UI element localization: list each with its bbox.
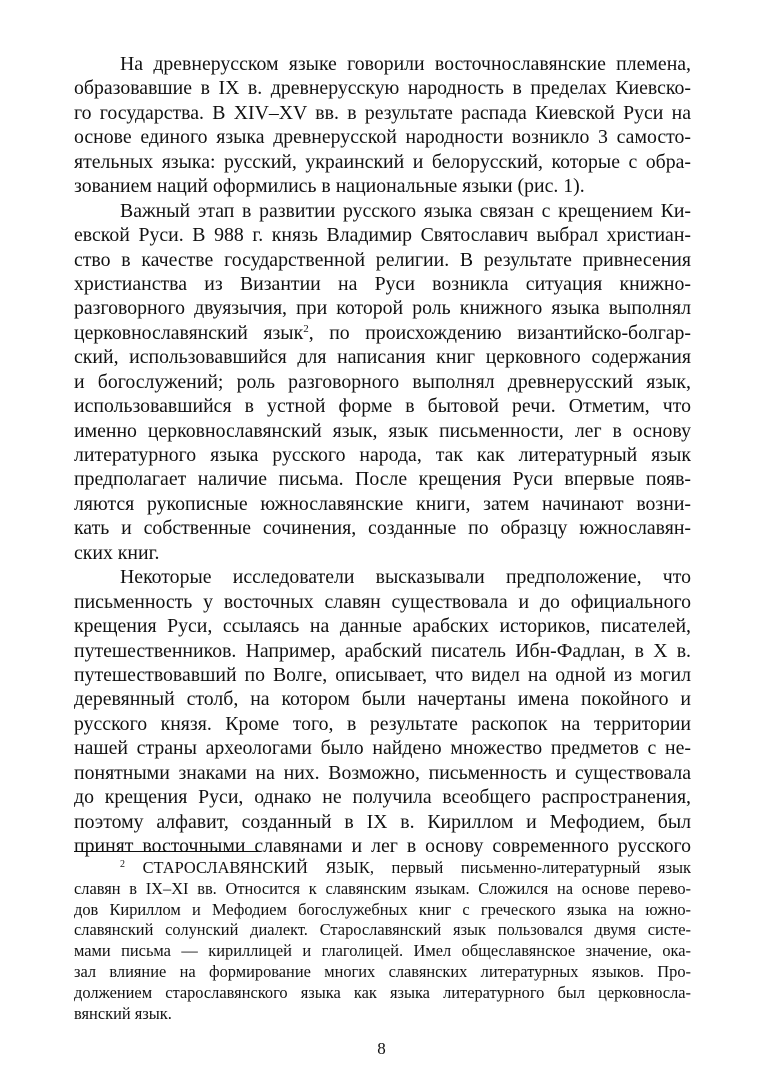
footnote-line: славянский солунский диалект. Старославянский язык пользовался двумя систе- <box>74 920 691 940</box>
text-line: и богослужений; роль разговорного выполнял древнерусский язык, <box>74 370 691 393</box>
footnote-line: дов Кириллом и Мефодием богослужебных книг с греческого языка на южно- <box>74 899 691 919</box>
text-line: ство в качестве государственной религии. В результате привнесения <box>74 248 691 271</box>
text-line: зованием наций оформились в национальные языки (рис. 1). <box>74 175 585 198</box>
footnote-reference[interactable]: 2 <box>303 322 309 335</box>
page-number: 8 <box>377 1039 386 1058</box>
text-line: письменность у восточных славян существовала и до официального <box>74 590 691 613</box>
footnote-line: должением старославянского языка как языка литературного был церковносла- <box>74 982 691 1002</box>
text-line: ских книг. <box>74 541 160 564</box>
text-line: поэтому алфавит, созданный в IX в. Кириллом и Мефодием, был <box>74 810 691 833</box>
text-line: до крещения Руси, однако не получила всеобщего распространения, <box>74 786 691 809</box>
footnote-line: мами письма — кириллицей и глаголицей. Имел общеславянское значение, ока- <box>74 941 691 961</box>
footnote-line: зал влияние на формирование многих славянских литературных языков. Про- <box>74 961 691 981</box>
text-line: именно церковнославянский язык, язык письменности, лег в основу <box>74 419 691 442</box>
text-line: На древнерусском языке говорили восточнославянские племена, <box>120 53 691 75</box>
text-line: разговорного двуязычия, при которой роль книжного языка выполнял <box>74 297 691 320</box>
text-line: Важный этап в развитии русского языка связан с крещением Ки- <box>120 199 691 222</box>
footnote <box>74 858 691 1024</box>
text-line: использовавшийся в устной форме в бытовой речи. Отметим, что <box>74 395 691 418</box>
text-line: крещения Руси, ссылаясь на данные арабских историков, писателей, <box>74 615 691 638</box>
text-segment: , по происхождению византийско-болгар- <box>308 321 691 344</box>
text-line: путешественников. Например, арабский писатель Ибн-Фадлан, в X в. <box>74 639 691 662</box>
text-line-with-footnote-ref <box>74 321 691 345</box>
text-line: го государства. В XIV–XV вв. в результате распада Киевской Руси на <box>74 101 691 124</box>
text-line: литературного языка русского народа, так как литературный язык <box>74 444 691 466</box>
text-line: основе единого языка древнерусской народности возникло 3 самосто- <box>74 126 691 149</box>
text-line: деревянный столб, на котором были начертаны имена покойного и <box>74 688 691 711</box>
text-segment: СТАРОСЛАВЯНСКИЙ ЯЗЫК, первый письменно-литературный язык <box>142 858 691 877</box>
text-line: ский, использовавшийся для написания книг церковного содержания <box>74 346 691 369</box>
paragraph-1 <box>74 52 691 199</box>
text-line: принят восточными славянами и лег в основу современного русского <box>74 835 691 857</box>
footnote-marker: 2 <box>120 859 125 870</box>
text-line: понятными знаками на них. Возможно, письменность и существовала <box>74 761 691 784</box>
text-line: кать и собственные сочинения, созданные по образцу южнославян- <box>74 517 691 540</box>
text-line: христианства из Византии на Руси возникла ситуация книжно- <box>74 272 691 295</box>
text-line: ятельных языка: русский, украинский и белорусский, которые с обра- <box>74 150 691 173</box>
text-line: ляются рукописные южнославянские книги, затем начинают возни- <box>74 492 691 515</box>
paragraph-3 <box>74 565 691 858</box>
text-line: нашей страны археологами было найдено множество предметов с не- <box>74 737 691 760</box>
footnote-separator <box>74 851 261 852</box>
text-line: русского князя. Кроме того, в результате раскопок на территории <box>74 712 691 735</box>
footnote-line: вянский язык. <box>74 1003 172 1023</box>
main-text <box>74 52 691 858</box>
footnote-line: славян в IX–XI вв. Относится к славянским языкам. Сложился на основе перево- <box>74 878 691 898</box>
text-line: евской Руси. В 988 г. князь Владимир Святославич выбрал христиан- <box>74 224 691 247</box>
footnote-line <box>74 858 691 879</box>
text-line: образовавшие в IX в. древнерусскую народность в пределах Киевско- <box>74 77 691 100</box>
paragraph-2 <box>74 199 691 566</box>
text-line: предполагает наличие письма. После крещения Руси впервые появ- <box>74 468 691 491</box>
text-segment: церковнославянский язык <box>74 321 304 344</box>
text-line: Некоторые исследователи высказывали предположение, что <box>120 566 691 589</box>
text-line: путешествовавший по Волге, описывает, что видел на одной из могил <box>74 663 691 686</box>
